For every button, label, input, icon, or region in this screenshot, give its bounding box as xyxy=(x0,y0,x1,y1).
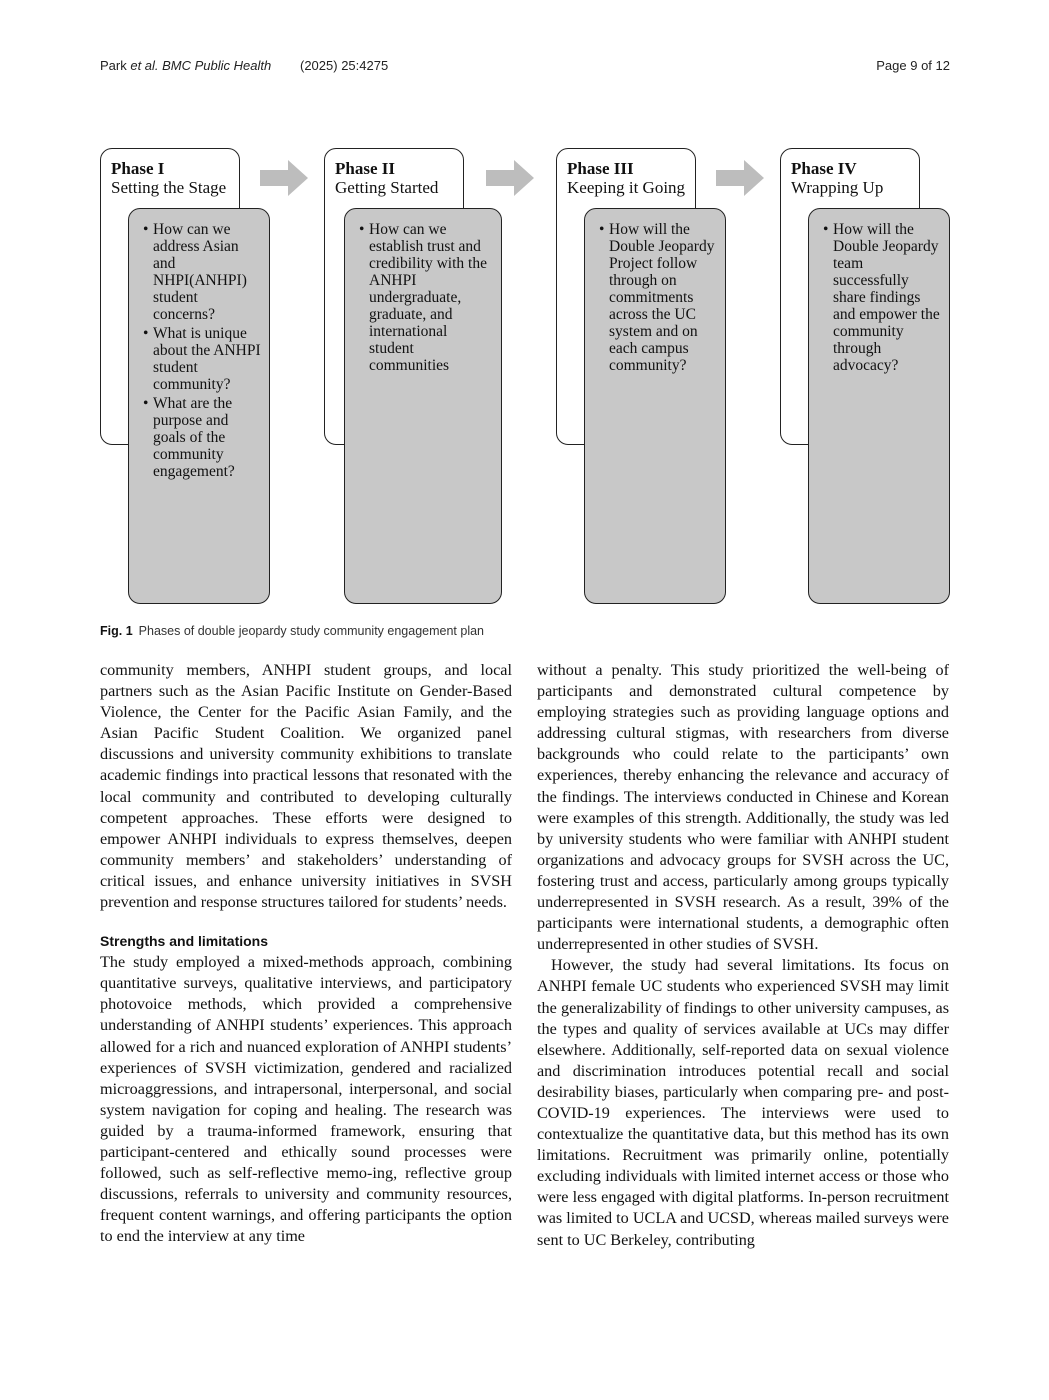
figure-caption xyxy=(100,624,484,638)
phase-1-question: • What are the purpose and goals of the community engagement? xyxy=(143,395,261,480)
arrow-right-icon xyxy=(716,160,764,196)
phase-1-card xyxy=(128,208,270,604)
phase-1-question: • What is unique about the ANHPI student community? xyxy=(143,325,261,393)
header-page-number: Page 9 of 12 xyxy=(876,58,950,73)
arrow-right-icon xyxy=(260,160,308,196)
figure-caption-text: Phases of double jeopardy study community engagement plan xyxy=(138,624,485,638)
phase-2-question: • How can we establish trust and credibility with the ANHPI undergraduate, graduate, and international student communities xyxy=(359,221,493,374)
phase-1-question: • How can we address Asian and NHPI(ANHPI) student concerns? xyxy=(143,221,261,323)
phase-2-subtitle: Getting Started xyxy=(335,178,439,197)
header-volume: (2025) 25:4275 xyxy=(300,58,389,73)
phase-1-label: Phase I xyxy=(111,159,165,178)
phase-3-label: Phase III xyxy=(567,159,634,178)
header-authors: Park xyxy=(100,58,131,73)
phase-1-subtitle: Setting the Stage xyxy=(111,178,227,197)
phase-3-question: • How will the Double Jeopardy Project follow through on commitments across the UC system and on each campus community? xyxy=(599,221,717,374)
body-paragraph: The study employed a mixed-methods approach, combining quantitative surveys, qualitative interviews, and participatory photovoice methods, which provided a comprehensive understanding of ANHPI students’ experiences. This approach allowed for a rich and nuanced exploration of ANHPI students’ experiences of SVSH victimization, gendered and racialized microaggressions, and intrapersonal, interpersonal, and social system navigation for coping and healing. The research was guided by a trauma-informed framework, ensuring that participant-centered and ethically sound processes were followed, such as self-reflective memo-ing, reflective group discussions, referrals to university and community resources, frequent content warnings, and offering participants the option to end the interview at any time xyxy=(100,953,512,1246)
body-paragraph: without a penalty. This study prioritized the well-being of participants and demonstrated cultural competence by employing strategies such as providing language options and addressing cultural stigmas, with researchers from diverse backgrounds who could relate to the participants’ own experiences, thereby enhancing the relevance and accuracy of the findings. The interviews conducted in Chinese and Korean were examples of this strength. Additionally, the study was led by university students who were familiar with ANHPI student organizations and advocacy groups for SVSH across the UC, fostering trust and access, particularly among groups typically underrepresented in SVSH research. As a result, 39% of the participants were international students, a demographic often underrepresented in other studies of SVSH. xyxy=(537,661,949,954)
body-paragraph: However, the study had several limitations. Its focus on ANHPI female UC students who experienced SVSH may limit the generalizability of findings to other university campuses, as the types and quality of services available at UCs may differ elsewhere. Additionally, self-reported data on sexual violence and discrimination introduces potential recall and social desirability biases, particularly when comparing pre- and post-COVID-19 experiences. The interviews were used to contextualize the quantitative data, but this method has its own limitations. Recruitment was primarily online, potentially excluding individuals with limited internet access or those who were less engaged with digital platforms. In-person recruitment was limited to UCLA and UCSD, whereas mailed surveys were sent to UC Berkeley, contributing xyxy=(537,956,949,1249)
arrow-right-icon xyxy=(486,160,534,196)
phase-4-question: • How will the Double Jeopardy team successfully share findings and empower the community through advocacy? xyxy=(823,221,941,374)
body-paragraph: community members, ANHPI student groups, and local partners such as the Asian Pacific Institute on Gender-Based Violence, the Center for the Pacific Asian Family, and the Asian Pacific Student Coalition. We organized panel discussions and university community exhibitions to translate academic findings into practical lessons that resonated with the local community and contributed to developing culturally competent approaches. These efforts were designed to empower ANHPI individuals to express themselves, deepen community members’ and stakeholders’ understanding of critical issues, and enhance university initiatives in SVSH prevention and response structures tailored for students’ needs. xyxy=(100,661,512,912)
phase-2-label: Phase II xyxy=(335,159,395,178)
phase-4-label: Phase IV xyxy=(791,159,857,178)
phase-2-card xyxy=(344,208,502,604)
header-journal: et al. BMC Public Health xyxy=(130,58,272,73)
figure-phases-diagram xyxy=(96,140,956,610)
phase-4-subtitle: Wrapping Up xyxy=(791,178,884,197)
left-column xyxy=(100,660,512,1247)
phase-3-card xyxy=(584,208,726,604)
figure-caption-label: Fig. 1 xyxy=(100,624,133,638)
section-heading: Strengths and limitations xyxy=(100,933,269,950)
running-header xyxy=(100,58,950,78)
citation xyxy=(100,58,389,73)
right-column xyxy=(537,660,949,1251)
phase-4-card xyxy=(808,208,950,604)
phase-3-subtitle: Keeping it Going xyxy=(567,178,686,197)
